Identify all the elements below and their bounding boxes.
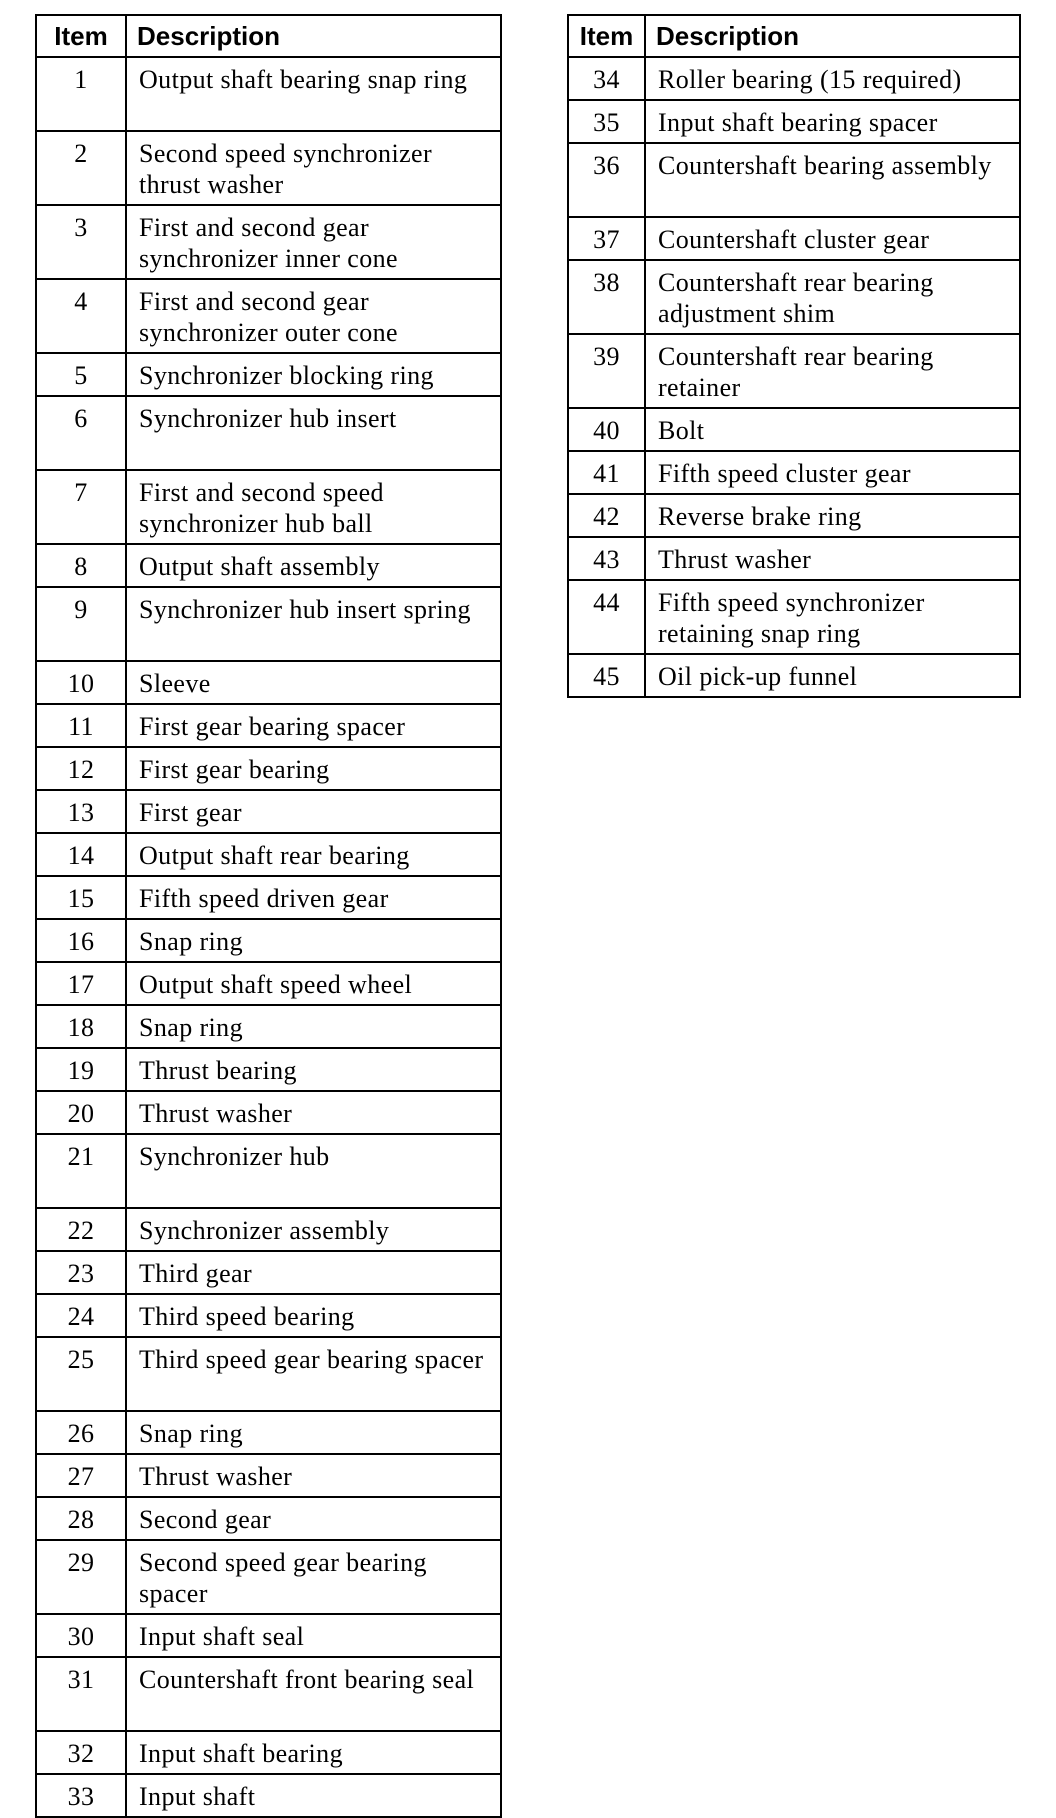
item-description: Synchronizer hub bbox=[126, 1134, 501, 1208]
item-description: Second speed gear bearing spacer bbox=[126, 1540, 501, 1614]
item-number: 19 bbox=[36, 1048, 126, 1091]
item-number: 22 bbox=[36, 1208, 126, 1251]
item-number: 10 bbox=[36, 661, 126, 704]
item-number: 26 bbox=[36, 1411, 126, 1454]
table-row bbox=[568, 494, 1020, 537]
item-description: Fifth speed synchronizer retaining snap ring bbox=[645, 580, 1020, 654]
column-header-item: Item bbox=[568, 15, 645, 57]
item-number: 33 bbox=[36, 1774, 126, 1817]
table-row bbox=[36, 1497, 501, 1540]
item-description: Input shaft bbox=[126, 1774, 501, 1817]
table-row bbox=[36, 1091, 501, 1134]
item-description: Thrust washer bbox=[645, 537, 1020, 580]
item-description: Countershaft rear bearing retainer bbox=[645, 334, 1020, 408]
item-description: Countershaft cluster gear bbox=[645, 217, 1020, 260]
column-header-description: Description bbox=[126, 15, 501, 57]
item-number: 2 bbox=[36, 131, 126, 205]
item-number: 15 bbox=[36, 876, 126, 919]
table-row bbox=[568, 451, 1020, 494]
item-description: Synchronizer blocking ring bbox=[126, 353, 501, 396]
item-number: 39 bbox=[568, 334, 645, 408]
item-description: Input shaft bearing bbox=[126, 1731, 501, 1774]
table-row bbox=[36, 1731, 501, 1774]
table-row bbox=[36, 1294, 501, 1337]
table-row bbox=[36, 962, 501, 1005]
column-header-description: Description bbox=[645, 15, 1020, 57]
item-description: First and second gear synchronizer outer cone bbox=[126, 279, 501, 353]
table-row bbox=[36, 544, 501, 587]
item-number: 9 bbox=[36, 587, 126, 661]
item-description: Third speed gear bearing spacer bbox=[126, 1337, 501, 1411]
item-number: 30 bbox=[36, 1614, 126, 1657]
table-row bbox=[36, 1005, 501, 1048]
item-description: Countershaft front bearing seal bbox=[126, 1657, 501, 1731]
item-number: 12 bbox=[36, 747, 126, 790]
item-number: 11 bbox=[36, 704, 126, 747]
item-description: First and second gear synchronizer inner cone bbox=[126, 205, 501, 279]
item-number: 6 bbox=[36, 396, 126, 470]
table-row bbox=[568, 334, 1020, 408]
item-description: Second speed synchronizer thrust washer bbox=[126, 131, 501, 205]
item-description: Output shaft rear bearing bbox=[126, 833, 501, 876]
table-row bbox=[36, 205, 501, 279]
item-number: 18 bbox=[36, 1005, 126, 1048]
item-description: Third speed bearing bbox=[126, 1294, 501, 1337]
table-row bbox=[36, 661, 501, 704]
table-row bbox=[568, 217, 1020, 260]
item-number: 14 bbox=[36, 833, 126, 876]
table-row bbox=[36, 747, 501, 790]
item-description: Sleeve bbox=[126, 661, 501, 704]
item-number: 45 bbox=[568, 654, 645, 697]
item-description: Countershaft rear bearing adjustment shim bbox=[645, 260, 1020, 334]
item-description: First and second speed synchronizer hub ball bbox=[126, 470, 501, 544]
item-description: Synchronizer assembly bbox=[126, 1208, 501, 1251]
table-row bbox=[36, 1134, 501, 1208]
table-row bbox=[36, 919, 501, 962]
item-number: 28 bbox=[36, 1497, 126, 1540]
item-number: 42 bbox=[568, 494, 645, 537]
table-row bbox=[568, 143, 1020, 217]
table-row bbox=[36, 57, 501, 131]
item-number: 36 bbox=[568, 143, 645, 217]
item-number: 23 bbox=[36, 1251, 126, 1294]
table-row bbox=[568, 408, 1020, 451]
item-description: Countershaft bearing assembly bbox=[645, 143, 1020, 217]
item-number: 31 bbox=[36, 1657, 126, 1731]
item-description: Snap ring bbox=[126, 919, 501, 962]
table-row bbox=[568, 580, 1020, 654]
table-row bbox=[36, 1337, 501, 1411]
item-number: 32 bbox=[36, 1731, 126, 1774]
item-number: 20 bbox=[36, 1091, 126, 1134]
table-row bbox=[36, 1048, 501, 1091]
table-row bbox=[36, 1540, 501, 1614]
item-number: 25 bbox=[36, 1337, 126, 1411]
item-number: 1 bbox=[36, 57, 126, 131]
item-number: 21 bbox=[36, 1134, 126, 1208]
item-description: Fifth speed driven gear bbox=[126, 876, 501, 919]
item-number: 4 bbox=[36, 279, 126, 353]
table-row bbox=[36, 131, 501, 205]
table-row bbox=[36, 470, 501, 544]
table-row bbox=[36, 1208, 501, 1251]
item-number: 37 bbox=[568, 217, 645, 260]
item-number: 41 bbox=[568, 451, 645, 494]
item-description: Thrust washer bbox=[126, 1091, 501, 1134]
item-number: 3 bbox=[36, 205, 126, 279]
item-description: Bolt bbox=[645, 408, 1020, 451]
item-number: 17 bbox=[36, 962, 126, 1005]
item-description: Roller bearing (15 required) bbox=[645, 57, 1020, 100]
item-description: Snap ring bbox=[126, 1411, 501, 1454]
item-number: 24 bbox=[36, 1294, 126, 1337]
item-number: 13 bbox=[36, 790, 126, 833]
item-description: Output shaft assembly bbox=[126, 544, 501, 587]
item-number: 40 bbox=[568, 408, 645, 451]
item-description: Input shaft seal bbox=[126, 1614, 501, 1657]
item-number: 43 bbox=[568, 537, 645, 580]
table-row bbox=[36, 1411, 501, 1454]
item-description: Fifth speed cluster gear bbox=[645, 451, 1020, 494]
item-description: First gear bearing bbox=[126, 747, 501, 790]
table-row bbox=[36, 790, 501, 833]
item-description: Thrust washer bbox=[126, 1454, 501, 1497]
item-description: Output shaft speed wheel bbox=[126, 962, 501, 1005]
table-row bbox=[36, 876, 501, 919]
table-row bbox=[36, 704, 501, 747]
item-description: Output shaft bearing snap ring bbox=[126, 57, 501, 131]
item-number: 38 bbox=[568, 260, 645, 334]
table-row bbox=[36, 587, 501, 661]
item-number: 34 bbox=[568, 57, 645, 100]
table-row bbox=[36, 833, 501, 876]
table-row bbox=[36, 396, 501, 470]
table-row bbox=[568, 57, 1020, 100]
item-description: Input shaft bearing spacer bbox=[645, 100, 1020, 143]
item-number: 5 bbox=[36, 353, 126, 396]
table-row bbox=[568, 537, 1020, 580]
table-row bbox=[36, 1454, 501, 1497]
table-row bbox=[36, 1657, 501, 1731]
item-description: First gear bearing spacer bbox=[126, 704, 501, 747]
item-description: Third gear bbox=[126, 1251, 501, 1294]
table-row bbox=[36, 279, 501, 353]
item-description: Oil pick-up funnel bbox=[645, 654, 1020, 697]
item-description: Synchronizer hub insert spring bbox=[126, 587, 501, 661]
header-row bbox=[36, 15, 501, 57]
parts-table-left bbox=[35, 14, 502, 1818]
table-row bbox=[568, 100, 1020, 143]
item-number: 16 bbox=[36, 919, 126, 962]
item-description: Second gear bbox=[126, 1497, 501, 1540]
item-description: Snap ring bbox=[126, 1005, 501, 1048]
table-row bbox=[36, 1614, 501, 1657]
item-description: First gear bbox=[126, 790, 501, 833]
item-number: 27 bbox=[36, 1454, 126, 1497]
item-number: 35 bbox=[568, 100, 645, 143]
header-row bbox=[568, 15, 1020, 57]
item-number: 7 bbox=[36, 470, 126, 544]
column-header-item: Item bbox=[36, 15, 126, 57]
table-row bbox=[36, 353, 501, 396]
item-description: Reverse brake ring bbox=[645, 494, 1020, 537]
item-description: Synchronizer hub insert bbox=[126, 396, 501, 470]
table-row bbox=[568, 654, 1020, 697]
item-number: 29 bbox=[36, 1540, 126, 1614]
item-number: 8 bbox=[36, 544, 126, 587]
table-row bbox=[568, 260, 1020, 334]
item-description: Thrust bearing bbox=[126, 1048, 501, 1091]
item-number: 44 bbox=[568, 580, 645, 654]
parts-table-right bbox=[567, 14, 1021, 698]
table-row bbox=[36, 1251, 501, 1294]
